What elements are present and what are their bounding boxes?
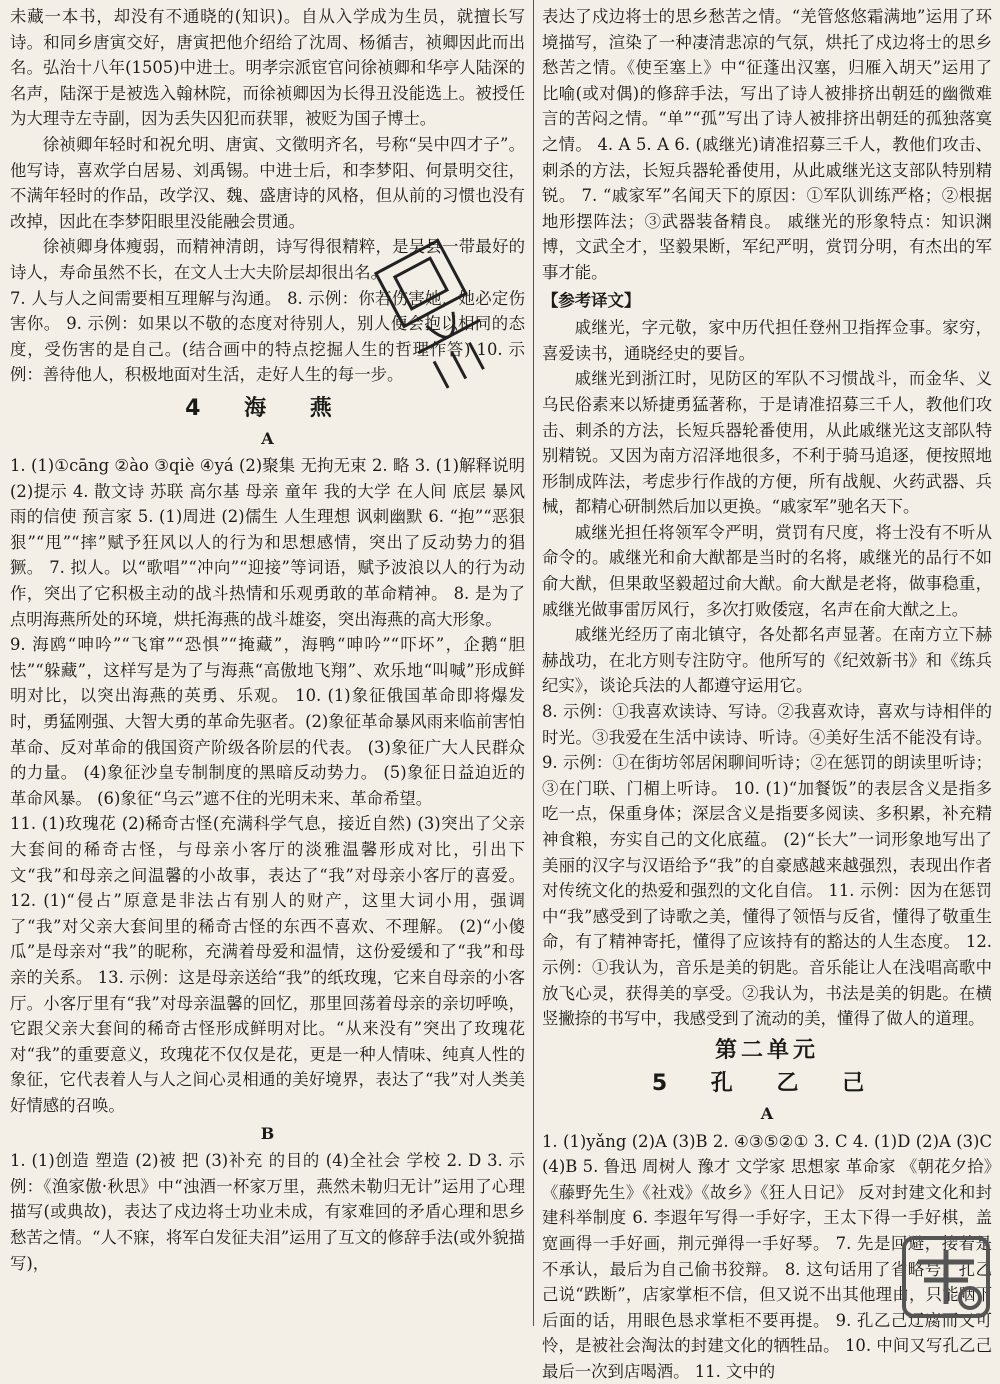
section-heading: A (261, 428, 274, 448)
unit-title: 第二单元 (714, 1037, 819, 1063)
left-column (10, 4, 525, 1276)
lesson-title: 4 海 燕 (185, 395, 350, 421)
section-heading: B (260, 1123, 275, 1143)
paragraph: 戚继光到浙江时，见防区的军队不习惯战斗，而金华、义乌民俗素来以矫捷勇猛著称，于是请准招募三千人，教他们攻击、刺杀的方法，长短兵器轮番使用，从此戚继光这支部队特别精锐。又因为南方沼泽地很多，不利于骑马追逐，便按照地形制成阵法，考虑步行作战的方便，所有战舰、火药武器、兵械，都精心研制然后加以更换。“戚家军”驰名天下。 (542, 369, 992, 517)
paragraph: 表达了戍边将士的思乡愁苦之情。“羌管悠悠霜满地”运用了环境描写，渲染了一种凄清悲凉的气氛，烘托了戍边将士的思乡愁苦之情。《使至塞上》中“征蓬出汉塞，归雁入胡天”运用了比喻(或对偶)的修辞手法，写出了诗人被排挤出朝廷的幽微难言的苦闷之情。“单”“孤”写出了诗人被排挤出朝廷的孤独落寞之情。 4. A 5. A 6. (戚继光)请准招募三千人，教他们攻击、刺杀的方法，长短兵器轮番使用，从此戚继光这支部队特别精锐。 7. “戚家军”名闻天下的原因：①军队训练严格；②根据地形摆阵法；③武器装备精良。 戚继光的形象特点：知识渊博，文武全才，坚毅果断，军纪严明，赏罚分明，有杰出的军事才能。 (542, 7, 992, 282)
paragraph: 徐祯卿身体瘦弱，而精神清朗，诗写得很精粹，是吴县一带最好的诗人，寿命虽然不长，在文人士大夫阶层却很出名。 (10, 237, 525, 282)
column-divider (533, 0, 534, 1326)
paragraph: 戚继光经历了南北镇守，各处都名声显著。在南方立下赫赫战功，在北方则专注防守。他所写的《纪效新书》和《练兵纪实》，谈论兵法的人都遵守运用它。 (542, 625, 992, 696)
paragraph: 9. 海鸥“呻吟”“飞窜”“恐惧”“掩藏”，海鸭“呻吟”“吓坏”，企鹅“胆怯”“躲藏”，这样写是为了与海燕“高傲地飞翔”、欢乐地“叫喊”形成鲜明对比，以突出海燕的英勇、乐观。 10. (1)象征俄国革命即将爆发时，勇猛刚强、大智大勇的革命先驱者。(2)象征革命暴风雨来临前害怕革命、反对革命的俄国资产阶级各阶层的代表。 (3)象征广大人民群众的力量。 (4)象征沙皇专制制度的黑暗反动势力。 (5)象征日益迫近的革命风暴。 (6)象征“乌云”遮不住的光明未来、革命希望。 (10, 635, 525, 808)
section-heading: A (760, 1103, 774, 1123)
paragraph: 戚继光，字元敬，家中历代担任登州卫指挥佥事。家穷，喜爱读书，通晓经史的要旨。 (542, 318, 992, 363)
right-column (542, 4, 992, 1384)
paragraph: 未藏一本书，却没有不通晓的(知识)。自从入学成为生员，就擅长写诗。和同乡唐寅交好，唐寅把他介绍给了沈周、杨循吉，祯卿因此而出名。弘治十八年(1505)中进士。明孝宗派宦官问徐祯卿和华亭人陆深的名声，陆深于是被选入翰林院，而徐祯卿因为长得丑没能选上。被授任为大理寺左寺副，因为丢失囚犯而获罪，被贬为国子博士。 (10, 7, 525, 129)
paragraph: 1. (1)yǎng (2)A (3)B 2. ④③⑤②① 3. C 4. (1)D (2)A (3)C (4)B 5. 鲁迅 周树人 豫才 文学家 思想家 革命家 《朝花夕拾》《藤野先生》《社戏》《故乡》《狂人日记》 反对封建文化和封建科举制度 6. 李遐年写得一手好字，王太下得一手好棋，盖宽画得一手好画，荆元弹得一手好琴。 7. 先是回避，接着是不承认，最后为自己偷书狡辩。 8. 这句话用了省略号，孔乙己说“跌断”，店家掌柜不信，但又说不出其他理由，只能咽下后面的话，用眼色恳求掌柜不要再提。 9. 孔乙己迂腐而又可怜，是被社会淘汰的封建文化的牺牲品。 10. 中间又写孔乙己最后一次到店喝酒。 11. 文中的 (542, 1131, 992, 1381)
watermark-seal-icon (360, 220, 510, 400)
paragraph: 7. 人与人之间需要相互理解与沟通。 8. 示例：你若伤害她，她必定伤害你。 9. 示例：如果以不敬的态度对待别人，别人便会抱以相同的态度，受伤害的是自己。(结合画中的特点挖掘人生的哲理作答) 10. 示例：善待他人，积极地面对生活，走好人生的每一步。 (10, 288, 525, 385)
paragraph: 徐祯卿年轻时和祝允明、唐寅、文徵明齐名，号称“吴中四才子”。他写诗，喜欢学白居易、刘禹锡。中进士后，和李梦阳、何景明交往，不满年轻时的作品，改学汉、魏、盛唐诗的风格，但从前的习惯也没有改掉，因此在李梦阳眼里没能融会贯通。 (10, 134, 525, 231)
paragraph: 戚继光担任将领军令严明，赏罚有尺度，将士没有不听从命令的。戚继光和俞大猷都是当时的名将，戚继光的品行不如俞大猷，但果敢坚毅超过俞大猷。俞大猷是老将，做事稳重，戚继光做事雷厉风行，多次打败倭寇，名声在俞大猷之上。 (542, 522, 992, 619)
lesson-title: 5 孔 乙 己 (651, 1071, 883, 1097)
paragraph: 8. 示例：①我喜欢读诗、写诗。②我喜欢诗，喜欢与诗相伴的时光。③我爱在生活中读诗、听诗。④美好生活不能没有诗。 9. 示例：①在街坊邻居闲聊间听诗；②在惩罚的朗读里听诗；③在门联、门楣上听诗。 10. (1)“加餐饭”的表层含义是指多吃一点，保重身体；深层含义是指要多阅读、多积累，补充精神食粮，夯实自己的文化底蕴。 (2)“长大”一词形象地写出了美丽的汉字与汉语给予“我”的自豪感越来越强烈，表现出作者对传统文化的热爱和强烈的文化自信。 11. 示例：因为在惩罚中“我”感受到了诗歌之美，懂得了领悟与反省，懂得了敬重生命，有了精神寄托，懂得了应该持有的豁达的人生态度。 12. 示例：①我认为，音乐是美的钥匙。音乐能让人在浅唱高歌中放飞心灵，获得美的享受。②我认为，书法是美的钥匙。在横竖撇捺的书写中，我感受到了流动的美，懂得了做人的道理。 (542, 702, 992, 1029)
paragraph: 1. (1)创造 塑造 (2)被 把 (3)补充 的目的 (4)全社会 学校 2. D 3. 示例：《渔家傲·秋思》中“浊酒一杯家万里，燕然未勒归无计”运用了心理描写(或典故)，表达了戍边将士功业未成，有家难回的矛盾心理和思乡愁苦之情。“人不寐，将军白发征夫泪”运用了互文的修辞手法(或外貌描写)， (10, 1151, 525, 1273)
paragraph: 11. (1)玫瑰花 (2)稀奇古怪(充满科学气息，接近自然) (3)突出了父亲大套间的稀奇古怪，与母亲小客厅的淡雅温馨形成对比，引出下文“我”和母亲之间温馨的小故事，表达了“我”对母亲小客厅的喜爱。 12. (1)“侵占”原意是非法占有别人的财产，这里大词小用，强调了“我”对父亲大套间里的稀奇古怪的东西不喜欢、不理解。 (2)“小傻瓜”是母亲对“我”的昵称，充满着母爱和温情，这份爱缓和了“我”和母亲的关系。 13. 示例：这是母亲送给“我”的纸玫瑰，它来自母亲的小客厅。小客厅里有“我”对母亲温馨的回忆，那里回荡着母亲的亲切呼唤，它跟父亲大套间的稀奇古怪形成鲜明对比。“从来没有”突出了玫瑰花对“我”的重要意义，玫瑰花不仅仅是花，更是一种人情味、纯真人性的象征，它代表着人与人之间心灵相通的美好境界，表达了“我”对人类美好情感的召唤。 (10, 814, 525, 1115)
reference-translation-header: 【参考译文】 (542, 290, 641, 310)
site-logo-icon (900, 1232, 992, 1322)
paragraph: 1. (1)①cāng ②ào ③qiè ④yá (2)聚集 无拘无束 2. 略 3. (1)解释说明 (2)提示 4. 散文诗 苏联 高尔基 母亲 童年 我的大学 在人间 底层 暴风雨的信使 预言家 5. (1)周进 (2)儒生 人生理想 讽刺幽默 6. “抱”“恶狠狠”“甩”“摔”赋予狂风以人的行为和思想感情，突出了反动势力的猖獗。 7. 拟人。以“歌唱”“冲向”“迎接”等词语，赋予波浪以人的行为动作，突出了它积极主动的战斗热情和乐观勇敢的革命精神。 8. 是为了点明海燕所处的环境，烘托海燕的战斗雄姿，突出海燕的高大形象。 (10, 456, 525, 629)
